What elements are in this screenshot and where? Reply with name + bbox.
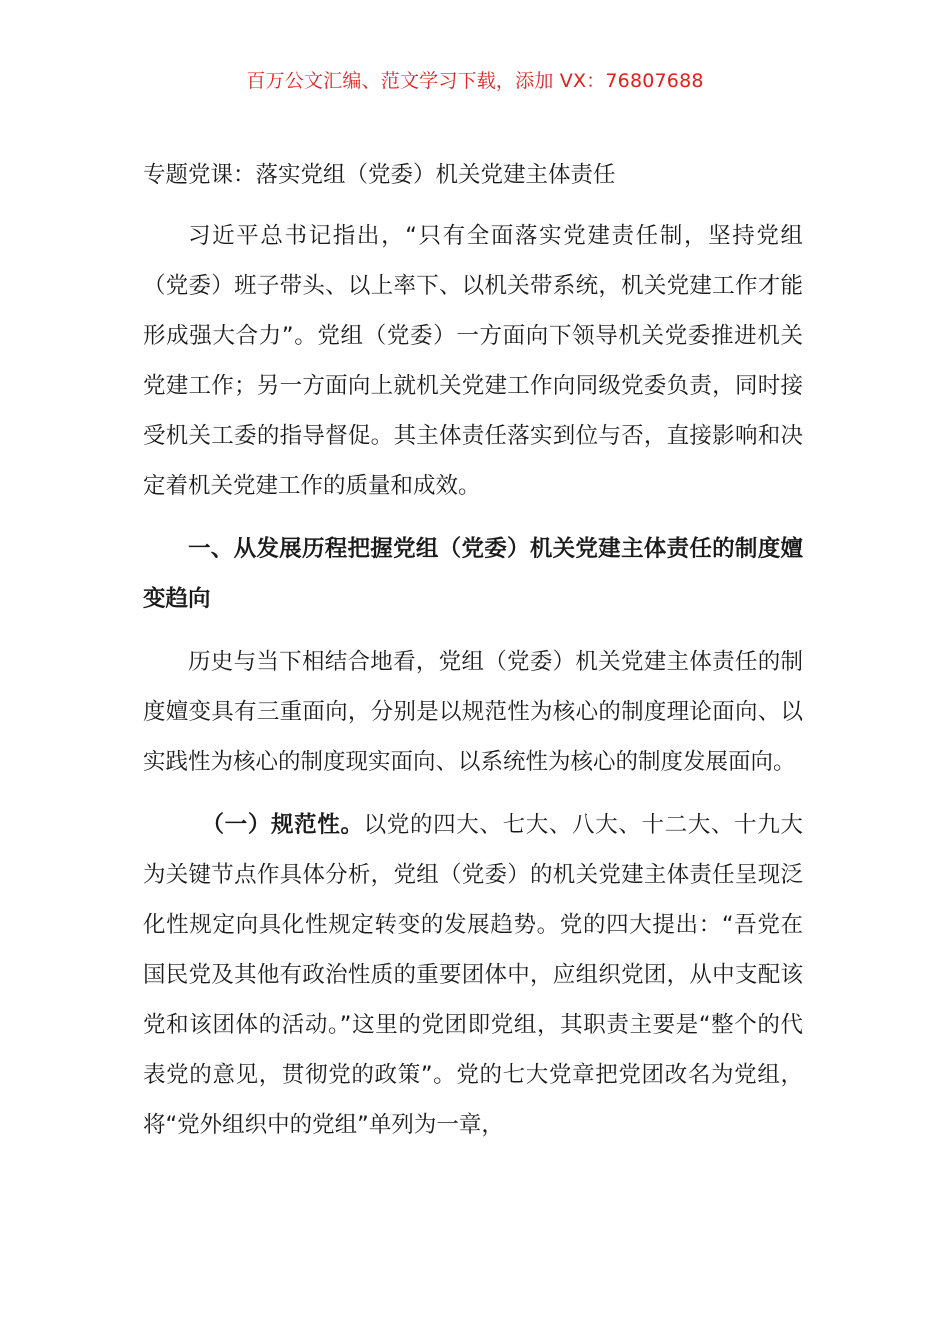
document-body <box>143 152 803 1163</box>
document-title: 专题党课：落实党组（党委）机关党建主体责任 <box>143 162 616 188</box>
section-intro-paragraph: 历史与当下相结合地看，党组（党委）机关党建主体责任的制度嬗变具有三重面向，分别是以规范性为核心的制度理论面向、以实践性为核心的制度现实面向、以系统性为核心的制度发展面向。 <box>143 649 803 775</box>
intro-paragraph: 习近平总书记指出，“只有全面落实党建责任制，坚持党组（党委）班子带头、以上率下、以机关带系统，机关党建工作才能形成强大合力”。党组（党委）一方面向下领导机关党委推进机关党建工作；另一方面向上就机关党建工作向同级党委负责，同时接受机关工委的指导督促。其主体责任落实到位与否，直接影响和决定着机关党建工作的质量和成效。 <box>143 223 803 499</box>
header-banner: 百万公文汇编、范文学习下载，添加 VX：76807688 <box>246 70 704 92</box>
subsection-lead: （一）规范性。 <box>201 812 364 838</box>
section-heading: 一、从发展历程把握党组（党委）机关党建主体责任的制度嬗变趋向 <box>143 536 803 612</box>
subsection-text: 以党的四大、七大、八大、十二大、十九大为关键节点作具体分析，党组（党委）的机关党建主体责任呈现泛化性规定向具化性规定转变的发展趋势。党的四大提出：“吾党在国民党及其他有政治性质的重要团体中，应组织党团，从中支配该党和该团体的活动。”这里的党团即党组，其职责主要是“整个的代表党的意见，贯彻党的政策”。党的七大党章把党团改名为党组，将“党外组织中的党组”单列为一章， <box>143 812 803 1138</box>
subsection-paragraph <box>143 800 803 1150</box>
